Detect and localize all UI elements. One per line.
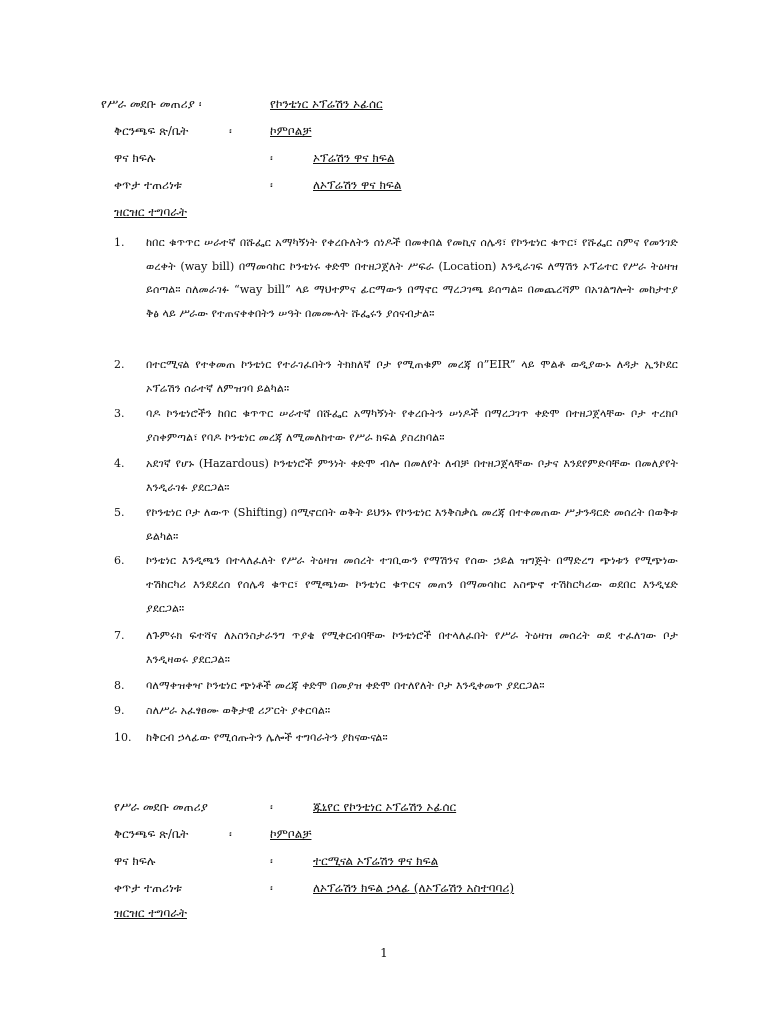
task-text: ለጉምሩክ ፍተሻና ለአስንስታራንግ ጥያቄ የሚቀርብባቸው ኮንቴነሮች በተላለፈበት የሥራ ትዕዛዝ መሰረት ወደ ተፈለገው ቦታ እንዲዛወሩ ያደርጋል። [146,629,678,666]
task-text: ከቅርብ ኃላፊው የሚሰጡትን ሌሎች ተግባራትን ያከናውናል። [146,731,388,744]
task-number: 2. [114,358,125,371]
section-heading-2: ዝርዝር ተግባራት [114,906,187,920]
task-number: 10. [114,731,132,744]
field-colon-branch: ፡ [229,124,232,138]
field-label-reports-to: ቀጥታ ተጠሪነቱ [114,178,182,192]
task-number: 5. [114,506,125,519]
task-number: 1. [114,236,125,249]
field-colon-reports-to-2: ፡ [270,881,273,895]
task-text: በተርሚናል የተቀመጠ ኮንቴነር የተራገፈበትን ትክክለኛ ቦታ የሚጠቁም መረጃ በ”EIR” ላይ ሞልቶ ወዲያውኑ ለዳታ ኢንኮደር ኦፕሬሽን ሰራተኛ ለምዝገባ ይልካል። [146,358,678,395]
field-value-job-title: የኮንቴነር ኦፕሬሽን ኦፊሰር [270,97,383,111]
section-heading: ዝርዝር ተግባራት [114,205,187,219]
field-value-reports-to: ለኦፕሬሽን ዋና ክፍል [313,178,402,192]
task-number: 4. [114,457,125,470]
field-label-job-title: የሥራ መደቡ መጠሪያ ፡ [101,97,202,111]
task-text: ኮንቴነር እንዲጫን በተላለፈለት የሥራ ትዕዛዝ መሰረት ተገቢውን የማሽንና የሰው ኃይል ዝግጅት በማድረግ ጭነቱን የሚጭነው ተሽከርካሪ እንደደረሰ የሰሌዳ ቁጥር፣ የሚጫነው ኮንቴነር ቁጥርና መጠን በማመሳከር አስጭኖ ተሽከርካሪው ወደበር እንዲሄድ ያደርጋል። [146,554,678,615]
page-number: 1 [380,946,388,960]
field-label-job-title-2: የሥራ መደቡ መጠሪያ [114,800,208,814]
field-label-branch: ቅርንጫፍ ጽ/ቤት [114,124,189,138]
field-value-department: ኦፕሬሽን ዋና ክፍል [313,151,395,165]
field-value-job-title-2: ጁኒየር የኮንቴነር ኦፕሬሽን ኦፊሰር [313,800,457,814]
field-value-branch-2: ኮምቦልቻ [270,827,312,841]
task-text: ባዶ ኮንቴነሮችን ከበር ቁጥጥር ሠራተኛ በሹፌር አማካኝነት የቀረቡትን ሠነዶች በማረጋገጥ ቀድሞ በተዘጋጀላቸው ቦታ ተረክቦ ያስቀምጣል፣ የባዶ ኮንቴነር መረጃ ለሚመለከተው የሥራ ክፍል ያስረክባል። [146,407,678,444]
task-number: 7. [114,629,125,642]
task-text: ባለማቀዝቀዣ ኮንቴነር ጭነቶች መረጃ ቀድሞ በመያዝ ቀድሞ በተለየለት ቦታ እንዲቀመጥ ያደርጋል። [146,679,545,692]
field-colon-job-title-2: ፡ [270,800,273,814]
field-label-reports-to-2: ቀጥታ ተጠሪነቱ [114,881,182,895]
field-label-department: ዋና ክፍሉ [114,151,156,165]
task-text: አደገኛ የሆኑ (Hazardous) ኮንቴነሮች ምንነት ቀድሞ ብሎ በመለየት ለብቻ በተዘጋጀላቸው ቦታና እንደየምድባቸው በመለያየት እንዲራገፉ ያደርጋል። [146,457,678,494]
field-colon-department: ፡ [270,151,273,165]
task-number: 9. [114,704,125,717]
field-value-department-2: ተርሚናል ኦፕሬሽን ዋና ክፍል [313,854,439,868]
field-colon-reports-to: ፡ [270,178,273,192]
task-text: የኮንቴነር ቦታ ለውጥ (Shifting) በሚኖርበት ወቅት ይህንኑ የኮንቴነር እንቅስቃሴ መረጃ በተቀመጠው ሥታንዳርድ መሰረት በወቅቱ ይልካል። [146,506,678,543]
field-value-branch: ኮምቦልቻ [270,124,312,138]
task-text: ከበር ቁጥጥር ሠራተኛ በሹፌር አማካኝነት የቀረቡለትን ሰነዶች በመቀበል የመኪና ሰሌዳ፣ የኮንቴነር ቁጥር፣ የሹፌር ስምና የመንገድ ወረቀት (way bill) በማመሳከር ኮንቴነሩ ቀድሞ በተዘጋጀለት ሥፍራ (Location) እንዲራገፍ ለማሽን ኦፕሬተር የሥራ ትዕዛዝ ይሰጣል። ስለመራገፉ “way bill” ላይ ማህተምና ፊርማውን በማኖር ማረጋገጫ ይሰጣል። በመጨረሻም በአገልግሎት መከታተያ ቅፅ ላይ ሥራው የተጠናቀቀበትን ሠዓት በመሙላት ሹፌሩን ያሰናብታል። [146,236,678,320]
field-colon-department-2: ፡ [270,854,273,868]
task-number: 8. [114,679,125,692]
task-text: ስለሥራ አፈፃፀሙ ወቅታዊ ሪፖርት ያቀርባል። [146,704,331,717]
field-colon-branch-2: ፡ [229,827,232,841]
field-label-branch-2: ቅርንጫፍ ጽ/ቤት [114,827,189,841]
task-number: 6. [114,554,125,567]
task-number: 3. [114,407,125,420]
field-value-reports-to-2: ለኦፕሬሽን ክፍል ኃላፊ (ለኦፕሬሽን አስተባባሪ) [313,881,515,895]
field-label-department-2: ዋና ክፍሉ [114,854,156,868]
